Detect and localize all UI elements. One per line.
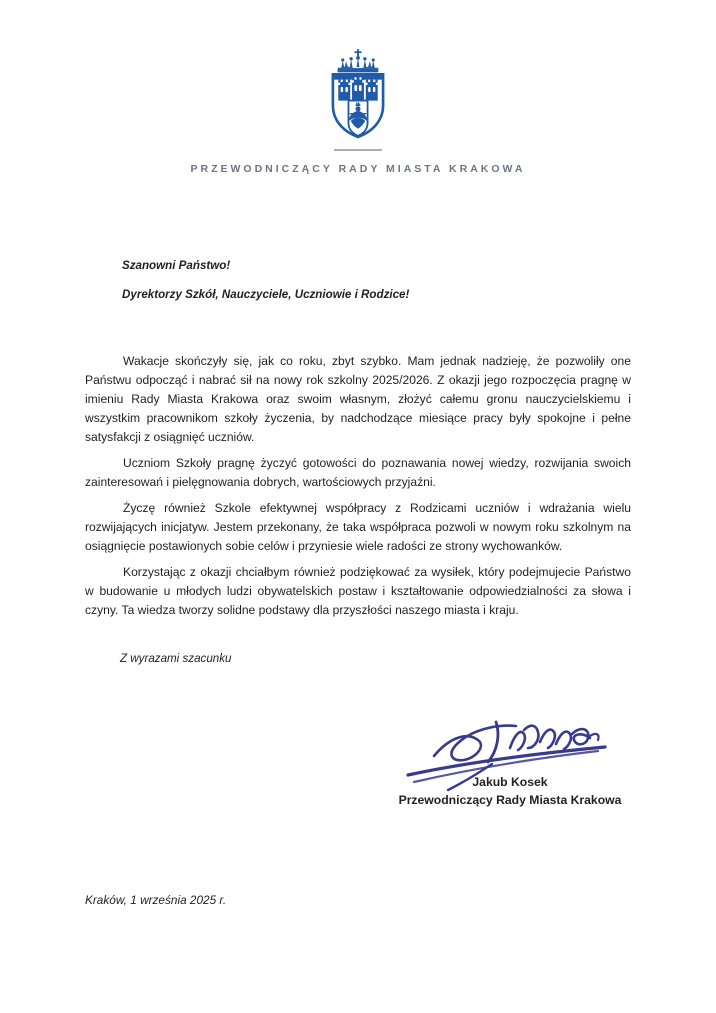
letterhead-divider bbox=[334, 149, 382, 151]
salutation-line-2: Dyrektorzy Szkół, Nauczyciele, Uczniowie i Rodzice! bbox=[122, 287, 410, 301]
closing-phrase: Z wyrazami szacunku bbox=[120, 652, 232, 665]
signature-name: Jakub Kosek bbox=[472, 775, 548, 789]
salutation-block bbox=[122, 258, 632, 315]
body-paragraph: Życzę również Szkole efektywnej współpracy z Rodzicami uczniów i wdrażania wielu rozwijających inicjatyw. Jestem przekonany, że taka współpraca pozwoli w nowym roku szkolnym na osiągnięcie postawionych sobie celów i przyniesie wiele radości ze strony wychowanków. bbox=[85, 500, 631, 553]
letterhead-title: PRZEWODNICZĄCY RADY MIASTA KRAKOWA bbox=[190, 163, 526, 175]
letterhead bbox=[0, 48, 716, 175]
body-paragraph: Korzystając z okazji chciałbym również podziękować za wysiłek, który podejmujecie Państwo w budowanie u młodych ludzi obywatelskich postaw i kształtowanie odpowiedzialności za słowa i czyny. Ta wiedza tworzy solidne podstawy dla przyszłości naszego miasta i kraju. bbox=[85, 564, 631, 617]
salutation-line-1: Szanowni Państwo! bbox=[122, 259, 231, 272]
signature-block bbox=[380, 712, 640, 809]
krakow-coat-of-arms-icon bbox=[322, 48, 394, 140]
date-line: Kraków, 1 września 2025 r. bbox=[85, 893, 227, 907]
signature-role: Przewodniczący Rady Miasta Krakowa bbox=[398, 792, 622, 807]
body-paragraph: Uczniom Szkoły pragnę życzyć gotowości do poznawania nowej wiedzy, rozwijania swoich zainteresowań i pielęgnowania dobrych, wartościowych przyjaźni. bbox=[85, 455, 631, 489]
letter-body bbox=[85, 352, 631, 620]
body-paragraph: Wakacje skończyły się, jak co roku, zbyt szybko. Mam jednak nadzieję, że pozwoliły one Państwu odpocząć i nabrać sił na nowy rok szkolny 2025/2026. Z okazji jego rozpoczęcia pragnę w imieniu Rady Miasta Krakowa oraz swoim własnym, złożyć całemu gronu nauczycielskiemu i wszystkim pracownikom szkoły życzenia, by nadchodzące miesiące pracy były spokojne i pełne satysfakcji z osiągnięć uczniów. bbox=[85, 354, 631, 444]
